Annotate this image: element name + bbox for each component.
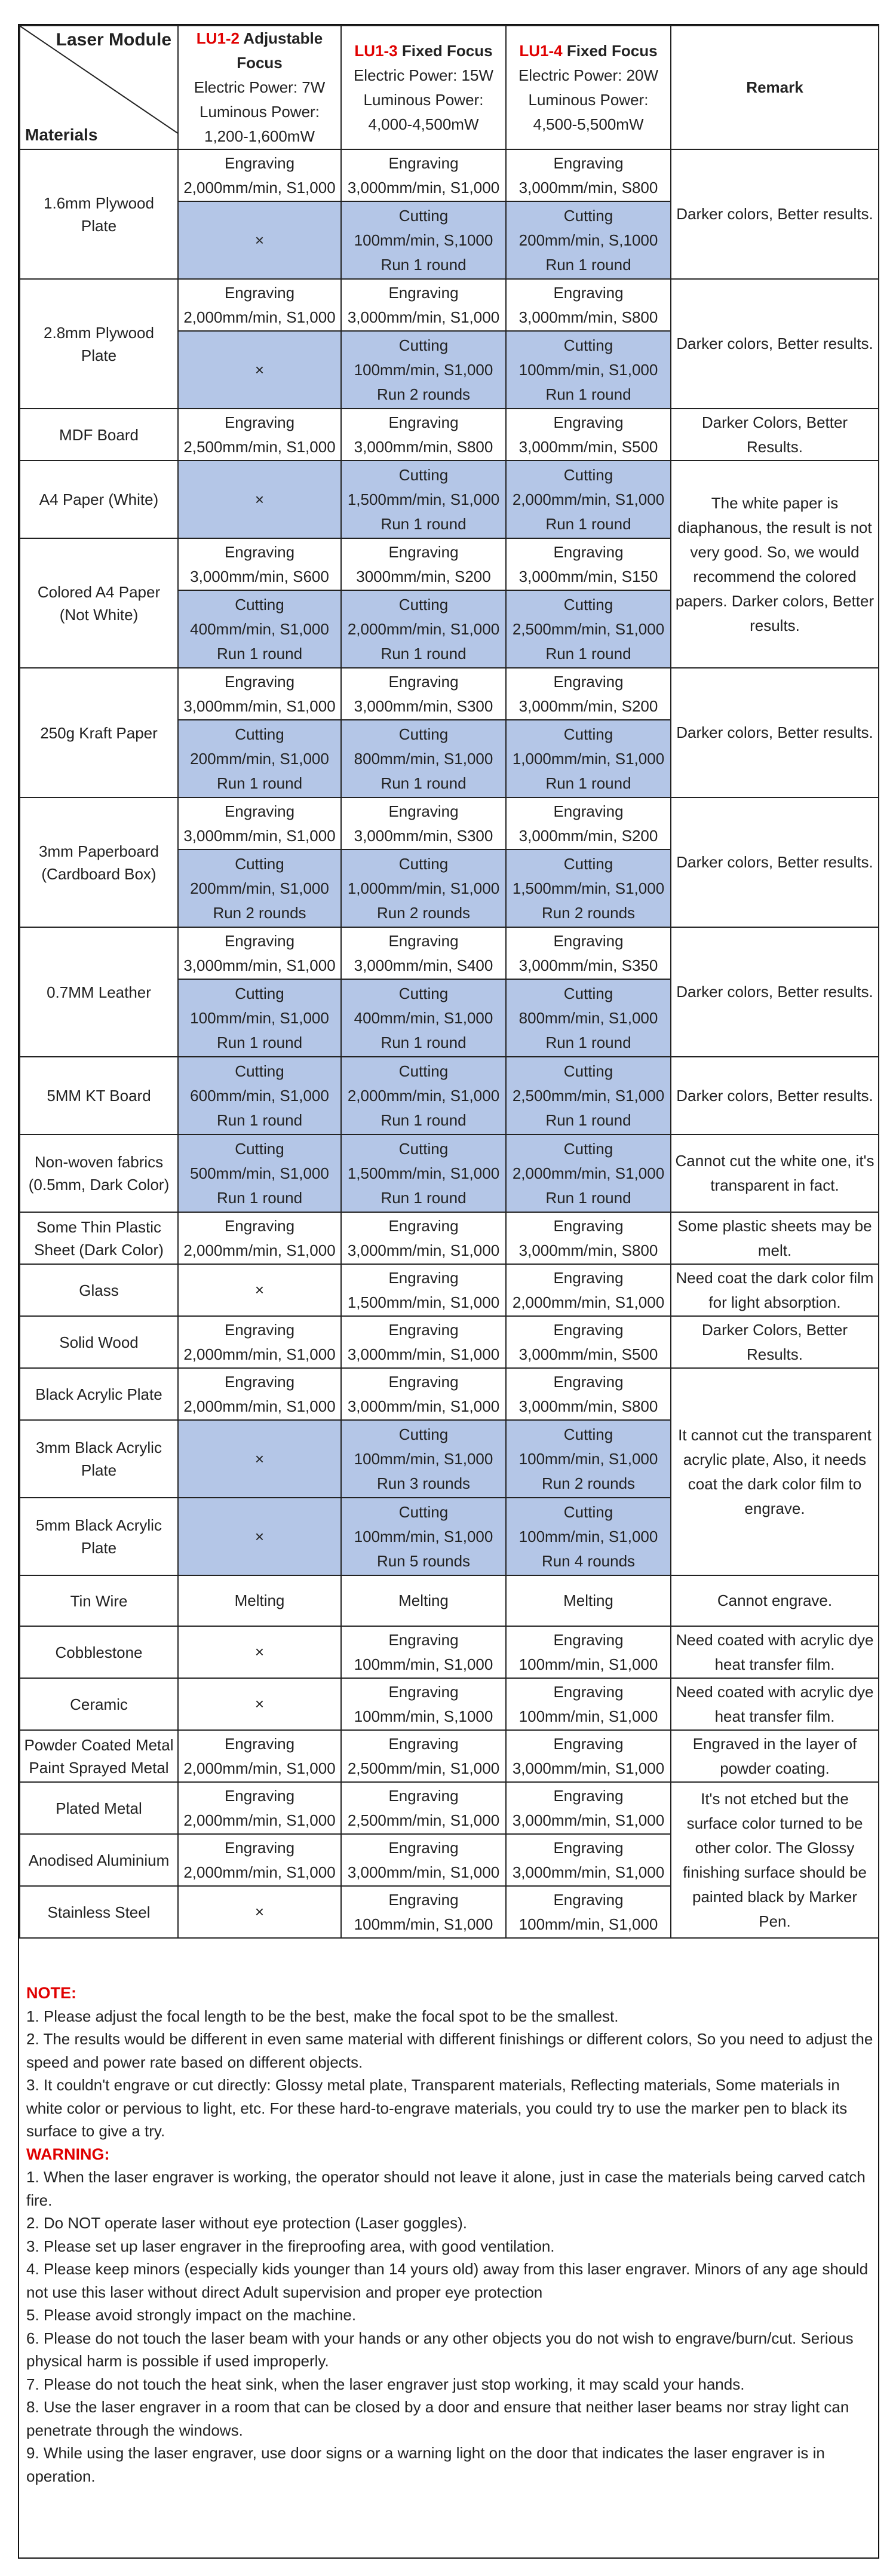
cutting-cell: Cutting 100mm/min, S1,000 Run 2 rounds (506, 1420, 671, 1498)
material-name: Tin Wire (20, 1575, 178, 1626)
remark-cell: Cannot cut the white one, it's transparent in fact. (671, 1134, 879, 1212)
material-name: Cobblestone (20, 1626, 178, 1678)
engraving-cell: Engraving 2,000mm/min, S1,000 (178, 1316, 341, 1368)
material-name: Plated Metal (20, 1782, 178, 1834)
engraving-cell: Engraving 100mm/min, S1,000 (341, 1626, 506, 1678)
engraving-cell: Engraving 3,000mm/min, S500 (506, 1316, 671, 1368)
cutting-cell: Cutting 100mm/min, S,1000 Run 1 round (341, 201, 506, 279)
engraving-cell: Engraving 3000mm/min, S200 (341, 538, 506, 590)
remark-cell: The white paper is diaphanous, the result is not very good. So, we would recommend the colored papers. Darker colors, Better results. (671, 461, 879, 668)
cutting-cell: Cutting 100mm/min, S1,000 Run 2 rounds (341, 331, 506, 409)
engraving-cell: Engraving 3,000mm/min, S800 (506, 149, 671, 201)
remark-cell: It cannot cut the transparent acrylic plate, Also, it needs coat the dark color film to engrave. (671, 1368, 879, 1575)
warning-item: 7. Please do not touch the heat sink, when the laser engraver just stop working, it may scald your hands. (26, 2375, 745, 2393)
remark-cell: Need coat the dark color film for light absorption. (671, 1264, 879, 1316)
table-row (20, 1368, 879, 1420)
remark-cell: Some plastic sheets may be melt. (671, 1212, 879, 1264)
header-row (20, 26, 879, 149)
engraving-cell: Engraving 3,000mm/min, S1,000 (341, 1834, 506, 1886)
engraving-cell: Engraving 2,000mm/min, S1,000 (178, 1834, 341, 1886)
engraving-cell: Engraving 3,000mm/min, S1,000 (506, 1782, 671, 1834)
material-name: Colored A4 Paper (Not White) (20, 538, 178, 668)
table-row (20, 1678, 879, 1730)
material-name: Black Acrylic Plate (20, 1368, 178, 1420)
table-row (20, 1626, 879, 1678)
cutting-cell: Cutting 200mm/min, S1,000 Run 1 round (178, 720, 341, 798)
table-row (20, 1212, 879, 1264)
warning-item: 4. Please keep minors (especially kids younger than 14 yours old) away from this laser engraver. Minors of any age should not use this laser without direct Adult supervision and proper eye protection (26, 2260, 869, 2301)
engraving-cell: Engraving 3,000mm/min, S200 (506, 668, 671, 720)
not-supported-cell: × (178, 1886, 341, 1938)
engraving-cell: Engraving 3,000mm/min, S1,000 (178, 798, 341, 850)
cutting-cell: Cutting 2,500mm/min, S1,000 Run 1 round (506, 590, 671, 668)
not-supported-cell: × (178, 1498, 341, 1575)
engraving-cell: Engraving 100mm/min, S1,000 (341, 1886, 506, 1938)
engraving-cell: Engraving 3,000mm/min, S400 (341, 927, 506, 979)
laser-module-label: Laser Module (56, 30, 171, 50)
note-item: 3. It couldn't engrave or cut directly: Glossy metal plate, Transparent materials, Reflecting materials, Some materials in white color or pervious to light, etc. For these hard-to-engrave materials, you could try to use the marker pen to black its surface to give a try. (26, 2076, 848, 2140)
note-item: 1. Please adjust the focal length to be the best, make the focal spot to be the smallest. (26, 2007, 619, 2025)
engraving-cell: Engraving 3,000mm/min, S800 (341, 409, 506, 461)
cutting-cell: Cutting 1,500mm/min, S1,000 Run 2 rounds (506, 850, 671, 927)
warning-item: 8. Use the laser engraver in a room that can be closed by a door and ensure that neither laser beams nor stray light can penetrate through the windows. (26, 2398, 849, 2439)
material-name: 2.8mm Plywood Plate (20, 279, 178, 409)
table-row (20, 927, 879, 979)
cutting-cell: Cutting 1,500mm/min, S1,000 Run 1 round (341, 461, 506, 538)
not-supported-cell: × (178, 201, 341, 279)
cutting-cell: Cutting 100mm/min, S1,000 Run 1 round (178, 979, 341, 1057)
engraving-cell: Engraving 3,000mm/min, S1,000 (506, 1730, 671, 1782)
not-supported-cell: × (178, 1420, 341, 1498)
remark-cell: Darker colors, Better results. (671, 1057, 879, 1134)
module-header-lu1-3: LU1-3 Fixed Focus Electric Power: 15W Luminous Power: 4,000-4,500mW (341, 26, 506, 149)
engraving-cell: Engraving 2,000mm/min, S1,000 (506, 1264, 671, 1316)
warning-item: 5. Please avoid strongly impact on the machine. (26, 2306, 357, 2324)
cutting-cell: Cutting 1,000mm/min, S1,000 Run 1 round (506, 720, 671, 798)
engraving-cell: Engraving 3,000mm/min, S350 (506, 927, 671, 979)
engraving-cell: Engraving 1,500mm/min, S1,000 (341, 1264, 506, 1316)
header-corner (20, 26, 178, 149)
engraving-cell: Engraving 2,500mm/min, S1,000 (341, 1730, 506, 1782)
materials-label: Materials (25, 125, 98, 144)
not-supported-cell: × (178, 1626, 341, 1678)
warning-item: 3. Please set up laser engraver in the fireproofing area, with good ventilation. (26, 2237, 555, 2255)
table-row (20, 1057, 879, 1134)
cutting-cell: Cutting 800mm/min, S1,000 Run 1 round (506, 979, 671, 1057)
warning-item: 2. Do NOT operate laser without eye protection (Laser goggles). (26, 2214, 468, 2232)
table-row (20, 461, 879, 538)
engraving-cell: Engraving 3,000mm/min, S300 (341, 668, 506, 720)
material-name: Powder Coated Metal Paint Sprayed Metal (20, 1730, 178, 1782)
cutting-cell: Cutting 2,000mm/min, S1,000 Run 1 round (341, 1057, 506, 1134)
cutting-cell: Cutting 600mm/min, S1,000 Run 1 round (178, 1057, 341, 1134)
engraving-cell: Engraving 2,500mm/min, S1,000 (341, 1782, 506, 1834)
engraving-cell: Engraving 3,000mm/min, S200 (506, 798, 671, 850)
cutting-cell: Cutting 100mm/min, S1,000 Run 3 rounds (341, 1420, 506, 1498)
material-name: Some Thin Plastic Sheet (Dark Color) (20, 1212, 178, 1264)
table-row (20, 1575, 879, 1626)
material-name: Anodised Aluminium (20, 1834, 178, 1886)
material-name: MDF Board (20, 409, 178, 461)
remark-cell: Need coated with acrylic dye heat transfer film. (671, 1678, 879, 1730)
remark-cell: Engraved in the layer of powder coating. (671, 1730, 879, 1782)
engraving-cell: Engraving 3,000mm/min, S1,000 (341, 279, 506, 331)
remark-cell: Need coated with acrylic dye heat transfer film. (671, 1626, 879, 1678)
material-name: 5MM KT Board (20, 1057, 178, 1134)
engraving-cell: Engraving 2,000mm/min, S1,000 (178, 1212, 341, 1264)
engraving-cell: Engraving 2,000mm/min, S1,000 (178, 1782, 341, 1834)
table-row (20, 149, 879, 201)
engraving-cell: Engraving 3,000mm/min, S1,000 (506, 1834, 671, 1886)
engraving-cell: Engraving 100mm/min, S1,000 (506, 1678, 671, 1730)
material-name: Solid Wood (20, 1316, 178, 1368)
note-title: NOTE: (26, 1984, 76, 2002)
cutting-cell: Cutting 2,000mm/min, S1,000 Run 1 round (341, 590, 506, 668)
engraving-cell: Engraving 2,000mm/min, S1,000 (178, 279, 341, 331)
engraving-cell: Engraving 3,000mm/min, S1,000 (341, 1316, 506, 1368)
remark-cell: Darker colors, Better results. (671, 279, 879, 409)
cutting-cell: Cutting 400mm/min, S1,000 Run 1 round (341, 979, 506, 1057)
table-row (20, 279, 879, 331)
material-name: Non-woven fabrics (0.5mm, Dark Color) (20, 1134, 178, 1212)
document (18, 24, 879, 2559)
engraving-cell: Engraving 2,500mm/min, S1,000 (178, 409, 341, 461)
table-row (20, 1782, 879, 1834)
engraving-cell: Engraving 3,000mm/min, S150 (506, 538, 671, 590)
engraving-cell: Engraving 100mm/min, S1,000 (506, 1886, 671, 1938)
remark-cell: Darker colors, Better results. (671, 927, 879, 1057)
engraving-cell: Engraving 3,000mm/min, S500 (506, 409, 671, 461)
module-header-lu1-2: LU1-2 Adjustable Focus Electric Power: 7W Luminous Power: 1,200-1,600mW (178, 26, 341, 149)
notes-section (19, 1982, 882, 2488)
table-row (20, 1134, 879, 1212)
cutting-cell: Cutting 200mm/min, S,1000 Run 1 round (506, 201, 671, 279)
engraving-cell: Engraving 100mm/min, S,1000 (341, 1678, 506, 1730)
engraving-cell: Engraving 3,000mm/min, S1,000 (341, 149, 506, 201)
material-name: 1.6mm Plywood Plate (20, 149, 178, 279)
material-name: Ceramic (20, 1678, 178, 1730)
engraving-cell: Engraving 3,000mm/min, S1,000 (178, 927, 341, 979)
cutting-cell: Cutting 1,500mm/min, S1,000 Run 1 round (341, 1134, 506, 1212)
remark-cell: Darker Colors, Better Results. (671, 409, 879, 461)
engraving-cell: Engraving 3,000mm/min, S800 (506, 279, 671, 331)
not-supported-cell: × (178, 331, 341, 409)
material-name: 0.7MM Leather (20, 927, 178, 1057)
warning-item: 1. When the laser engraver is working, the operator should not leave it alone, just in case the materials being carved catch fire. (26, 2168, 866, 2209)
material-name: 250g Kraft Paper (20, 668, 178, 798)
module-header-lu1-4: LU1-4 Fixed Focus Electric Power: 20W Luminous Power: 4,500-5,500mW (506, 26, 671, 149)
remark-cell: It's not etched but the surface color turned to be other color. The Glossy finishing surface should be painted black by Marker Pen. (671, 1782, 879, 1938)
not-supported-cell: × (178, 1678, 341, 1730)
remark-header: Remark (671, 26, 879, 149)
table-row (20, 1730, 879, 1782)
remark-cell: Darker colors, Better results. (671, 798, 879, 927)
warning-item: 9. While using the laser engraver, use door signs or a warning light on the door that indicates the laser engraver is in operation. (26, 2444, 825, 2485)
engraving-cell: Engraving 3,000mm/min, S800 (506, 1212, 671, 1264)
remark-cell: Darker colors, Better results. (671, 668, 879, 798)
cutting-cell: Cutting 2,000mm/min, S1,000 Run 1 round (506, 461, 671, 538)
cutting-cell: Cutting 100mm/min, S1,000 Run 4 rounds (506, 1498, 671, 1575)
engraving-cell: Engraving 3,000mm/min, S600 (178, 538, 341, 590)
remark-cell: Darker Colors, Better Results. (671, 1316, 879, 1368)
material-name: Glass (20, 1264, 178, 1316)
warning-item: 6. Please do not touch the laser beam with your hands or any other objects you do not wish to engrave/burn/cut. Serious physical harm is possible if used improperly. (26, 2329, 854, 2370)
material-name: 5mm Black Acrylic Plate (20, 1498, 178, 1575)
cutting-cell: Cutting 2,000mm/min, S1,000 Run 1 round (506, 1134, 671, 1212)
melting-cell: Melting (178, 1575, 341, 1626)
table-row (20, 1316, 879, 1368)
not-supported-cell: × (178, 461, 341, 538)
material-name: 3mm Black Acrylic Plate (20, 1420, 178, 1498)
materials-table (19, 25, 879, 1939)
engraving-cell: Engraving 3,000mm/min, S300 (341, 798, 506, 850)
engraving-cell: Engraving 2,000mm/min, S1,000 (178, 1730, 341, 1782)
remark-cell: Cannot engrave. (671, 1575, 879, 1626)
engraving-cell: Engraving 3,000mm/min, S1,000 (178, 668, 341, 720)
cutting-cell: Cutting 2,500mm/min, S1,000 Run 1 round (506, 1057, 671, 1134)
not-supported-cell: × (178, 1264, 341, 1316)
warning-title: WARNING: (26, 2145, 110, 2163)
engraving-cell: Engraving 2,000mm/min, S1,000 (178, 1368, 341, 1420)
engraving-cell: Engraving 3,000mm/min, S1,000 (341, 1368, 506, 1420)
cutting-cell: Cutting 800mm/min, S1,000 Run 1 round (341, 720, 506, 798)
engraving-cell: Engraving 3,000mm/min, S1,000 (341, 1212, 506, 1264)
table-row (20, 668, 879, 720)
table-row (20, 1264, 879, 1316)
remark-cell: Darker colors, Better results. (671, 149, 879, 279)
material-name: 3mm Paperboard (Cardboard Box) (20, 798, 178, 927)
cutting-cell: Cutting 200mm/min, S1,000 Run 2 rounds (178, 850, 341, 927)
cutting-cell: Cutting 400mm/min, S1,000 Run 1 round (178, 590, 341, 668)
cutting-cell: Cutting 100mm/min, S1,000 Run 5 rounds (341, 1498, 506, 1575)
engraving-cell: Engraving 2,000mm/min, S1,000 (178, 149, 341, 201)
table-row (20, 409, 879, 461)
melting-cell: Melting (506, 1575, 671, 1626)
cutting-cell: Cutting 100mm/min, S1,000 Run 1 round (506, 331, 671, 409)
cutting-cell: Cutting 500mm/min, S1,000 Run 1 round (178, 1134, 341, 1212)
engraving-cell: Engraving 100mm/min, S1,000 (506, 1626, 671, 1678)
melting-cell: Melting (341, 1575, 506, 1626)
table-row (20, 798, 879, 850)
material-name: A4 Paper (White) (20, 461, 178, 538)
engraving-cell: Engraving 3,000mm/min, S800 (506, 1368, 671, 1420)
material-name: Stainless Steel (20, 1886, 178, 1938)
note-item: 2. The results would be different in even same material with different finishings or different colors, So you need to adjust the speed and power rate based on different objects. (26, 2030, 873, 2071)
cutting-cell: Cutting 1,000mm/min, S1,000 Run 2 rounds (341, 850, 506, 927)
